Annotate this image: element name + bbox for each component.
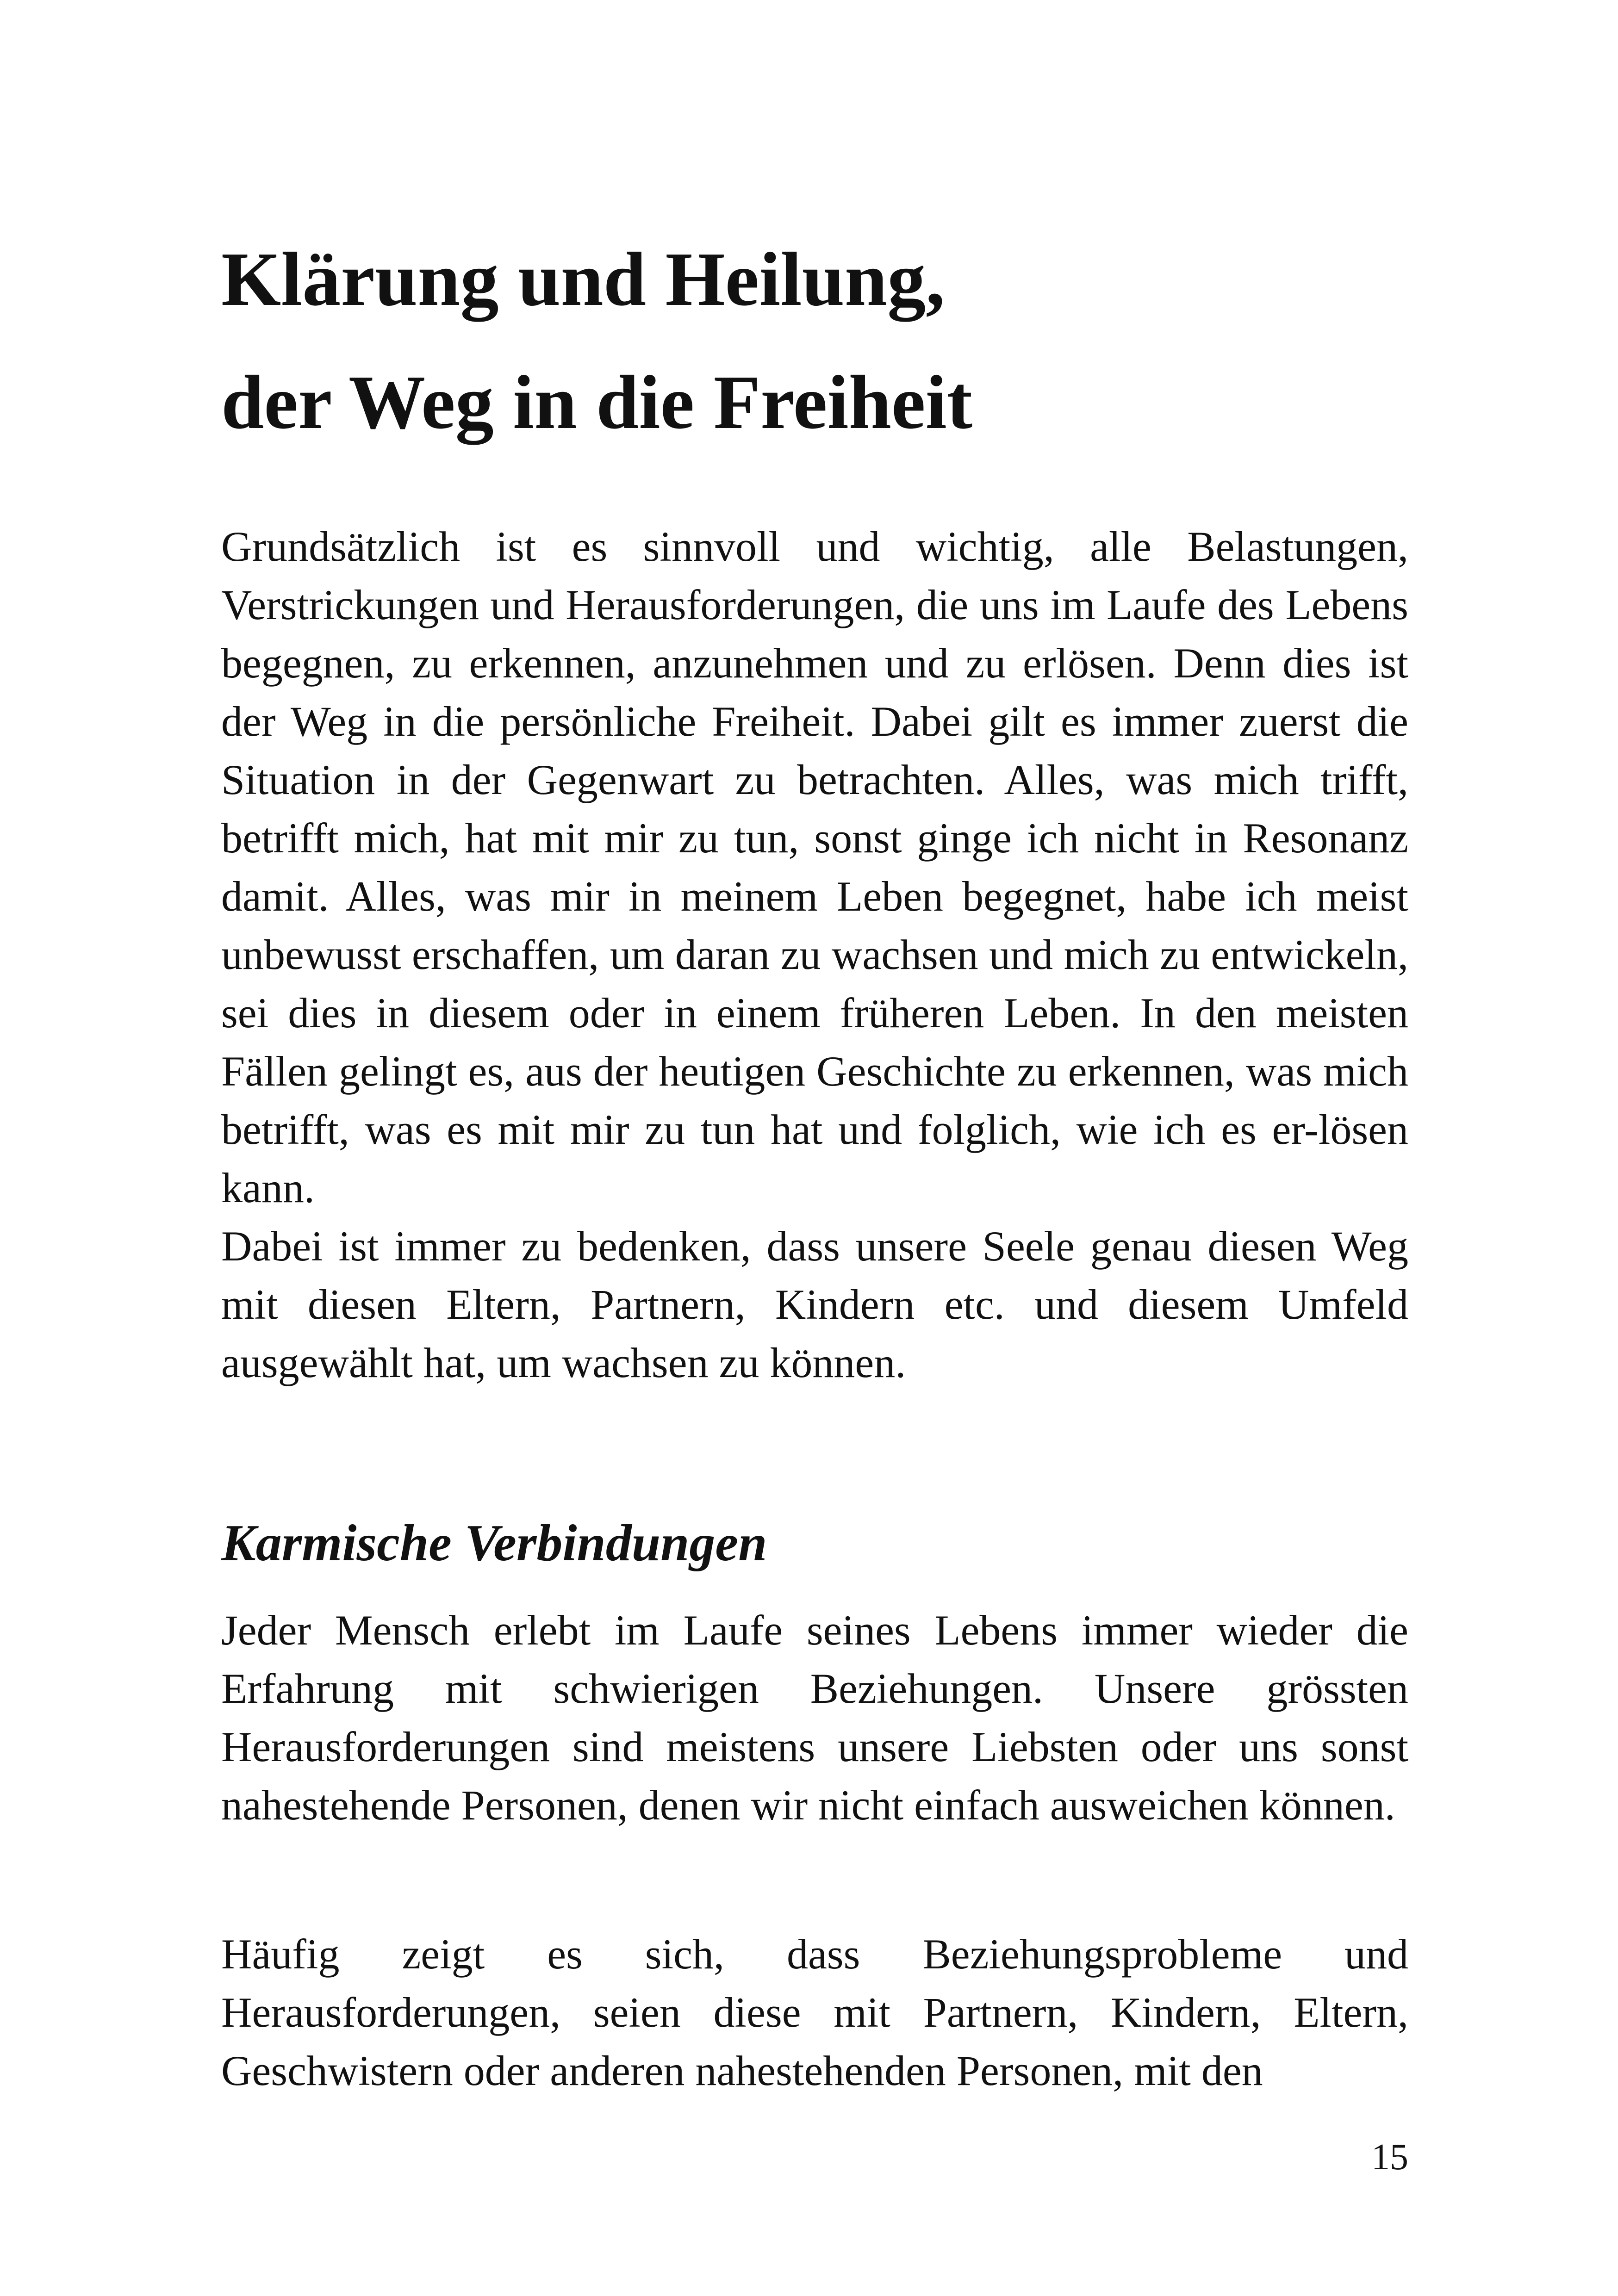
chapter-title-line-1: Klärung und Heilung,: [221, 236, 945, 322]
paragraph-relationships: Jeder Mensch erlebt im Laufe seines Lebens immer wieder die Erfahrung mit schwierigen Beziehungen. Unsere grössten Herausforderungen sind meistens unsere Liebsten oder uns sonst nahestehende Personen, denen wir nicht einfach ausweichen können.: [221, 1607, 1408, 1829]
chapter-title-line-2: der Weg in die Freiheit: [221, 360, 973, 445]
paragraph-relationship-problems: Häufig zeigt es sich, dass Beziehungsprobleme und Herausforderungen, seien diese mit Partnern, Kindern, Eltern, Geschwistern oder anderen nahestehenden Personen, mit den: [221, 1930, 1408, 2094]
page-number: 15: [1371, 2137, 1408, 2178]
section-heading: Karmische Verbindungen: [221, 1514, 767, 1572]
paragraph-intro: Grundsätzlich ist es sinnvoll und wichtig, alle Belastungen, Verstrickungen und Herausforderungen, die uns im Laufe des Lebens begegnen, zu erkennen, anzunehmen und zu erlösen. Denn dies ist der Weg in die persönliche Freiheit. Dabei gilt es immer zuerst die Situation in der Gegenwart zu betrachten. Alles, was mich trifft, betrifft mich, hat mit mir zu tun, sonst ginge ich nicht in Resonanz damit. Alles, was mir in meinem Leben begegnet, habe ich meist unbewusst erschaffen, um daran zu wachsen und mich zu entwickeln, sei dies in diesem oder in einem früheren Leben. In den meisten Fällen gelingt es, aus der heutigen Geschichte zu erkennen, was mich betrifft, was es mit mir zu tun hat und folglich, wie ich es er-lösen kann.: [221, 523, 1408, 1211]
paragraph-soul-path: Dabei ist immer zu bedenken, dass unsere Seele genau diesen Weg mit diesen Eltern, Partnern, Kindern etc. und diesem Umfeld ausgewählt hat, um wachsen zu können.: [221, 1222, 1408, 1386]
chapter-title: [221, 217, 1408, 464]
